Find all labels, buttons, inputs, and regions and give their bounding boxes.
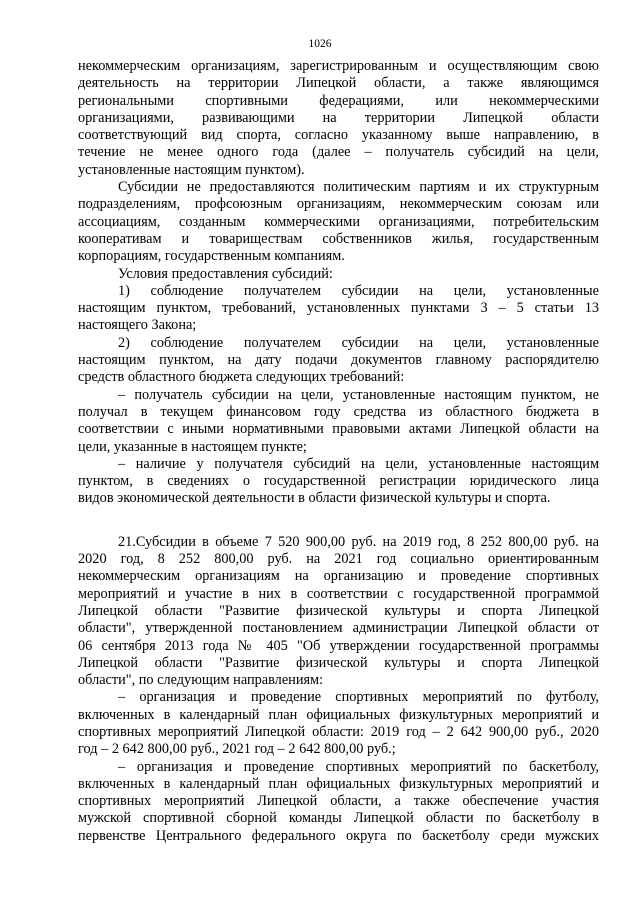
text-line: настоящего Закона;: [78, 317, 197, 334]
text-line: кооперативам и товариществам собственников жилья, государственным: [78, 230, 599, 247]
text-line: – организация и проведение спортивных мероприятий по баскетболу,: [118, 758, 599, 775]
text-line: 1) соблюдение получателем субсидии на цели, установленные: [118, 282, 599, 299]
text-line: соответствии с иными нормативными правовыми актами Липецкой области на: [78, 421, 599, 438]
text-line: настоящим пунктом, на дату подачи документов главному распорядителю: [78, 352, 599, 369]
paragraph-gap: [78, 508, 599, 534]
text-line: спортивных мероприятий Липецкой области, а также обеспечение участия: [78, 793, 599, 810]
text-line: первенстве Центрального федерального округа по баскетболу среди мужских: [78, 827, 599, 844]
text-block-item-21: [78, 534, 599, 845]
text-line: получал в текущем финансовом году средства из областного бюджета в: [78, 403, 599, 420]
text-line: соответствующий вид спорта, согласно указанному выше направлению, в: [78, 127, 599, 144]
text-line: средств областного бюджета следующих требований:: [78, 369, 405, 386]
text-line: настоящим пунктом, требований, установленных пунктами 3 – 5 статьи 13: [78, 300, 599, 317]
text-line: корпорациям, государственным компаниям.: [78, 248, 345, 265]
text-line: 2020 год, 8 252 800,00 руб. на 2021 год социально ориентированным: [78, 551, 599, 568]
text-line: Липецкой области "Развитие физической культуры и спорта Липецкой: [78, 602, 599, 619]
text-line: включенных в календарный план официальных физкультурных мероприятий и: [78, 706, 599, 723]
text-line: цели, указанные в настоящем пункте;: [78, 438, 307, 455]
text-line: деятельность на территории Липецкой области, а также являющимся: [78, 75, 599, 92]
text-line: течение не менее одного года (далее – получатель субсидий на цели,: [78, 144, 599, 161]
text-line: области", по следующим направлениям:: [78, 672, 324, 689]
text-line: 21.Субсидии в объеме 7 520 900,00 руб. на 2019 год, 8 252 800,00 руб. на: [118, 533, 599, 550]
document-body: [78, 58, 599, 845]
text-line: – получатель субсидии на цели, установленные настоящим пунктом, не: [118, 386, 599, 403]
text-line: Липецкой области "Развитие физической культуры и спорта Липецкой: [78, 654, 599, 671]
text-block-conditions: [78, 58, 599, 508]
text-line: 06 сентября 2013 года № 405 "Об утверждении государственной программы: [78, 637, 599, 654]
text-line: мужской спортивной сборной команды Липецкой области по баскетболу в: [78, 810, 599, 827]
text-line: 2) соблюдение получателем субсидии на цели, установленные: [118, 334, 599, 351]
text-line: год – 2 642 800,00 руб., 2021 год – 2 642 800,00 руб.;: [78, 741, 396, 758]
text-line: – организация и проведение спортивных мероприятий по футболу,: [118, 689, 599, 706]
text-line: подразделениям, профсоюзным организациям, некоммерческим союзам или: [78, 196, 599, 213]
text-line: региональными спортивными федерациями, или некоммерческими: [78, 92, 599, 109]
text-line: ассоциациям, созданным коммерческими организациями, потребительским: [78, 213, 599, 230]
text-line: Субсидии не предоставляются политическим партиям и их структурным: [118, 179, 599, 196]
text-line: установленные настоящим пунктом).: [78, 161, 305, 178]
text-line: пунктом, в сведениях о государственной регистрации юридического лица: [78, 473, 599, 490]
text-line: области", утвержденной постановлением администрации Липецкой области от: [78, 620, 599, 637]
text-line: спортивных мероприятий Липецкой области: 2019 год – 2 642 900,00 руб., 2020: [78, 723, 599, 740]
page-number: 1026: [308, 38, 332, 50]
text-line: – наличие у получателя субсидий на цели, установленные настоящим: [118, 455, 599, 472]
text-line: некоммерческим организациям, зарегистрированным и осуществляющим свою: [78, 58, 599, 74]
text-line: включенных в календарный план официальных физкультурных мероприятий и: [78, 775, 599, 792]
text-line: Условия предоставления субсидий:: [118, 265, 333, 282]
text-line: организациями, развивающими на территории Липецкой области: [78, 109, 599, 126]
text-line: некоммерческим организациям на организацию и проведение спортивных: [78, 568, 599, 585]
text-line: мероприятий и участие в них в соответствии с государственной программой: [78, 585, 599, 602]
text-line: видов экономической деятельности в области физической культуры и спорта.: [78, 490, 551, 507]
